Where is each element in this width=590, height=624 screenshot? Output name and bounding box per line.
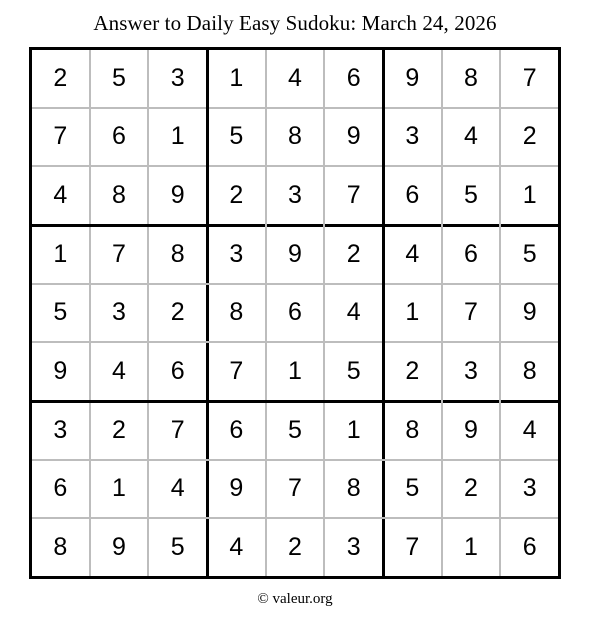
sudoku-cell: 8 xyxy=(464,63,478,92)
sudoku-cell: 9 xyxy=(346,122,361,151)
sudoku-cell: 7 xyxy=(405,533,420,562)
sudoku-cell: 7 xyxy=(288,474,302,503)
sudoku-cell: 3 xyxy=(229,239,244,268)
sudoku-cell: 4 xyxy=(288,63,302,92)
sudoku-cell: 7 xyxy=(346,181,361,210)
sudoku-cell: 8 xyxy=(112,181,126,210)
sudoku-cell: 6 xyxy=(170,357,185,386)
sudoku-cell: 5 xyxy=(464,181,478,210)
sudoku-cell: 7 xyxy=(53,122,68,151)
sudoku-cell: 6 xyxy=(112,122,126,151)
sudoku-cell: 7 xyxy=(522,63,537,92)
sudoku-cell: 4 xyxy=(346,298,361,327)
sudoku-cell: 1 xyxy=(464,533,478,562)
sudoku-cell: 9 xyxy=(288,239,302,268)
sudoku-board xyxy=(31,49,559,577)
sudoku-cell: 9 xyxy=(170,181,185,210)
sudoku-cell: 4 xyxy=(464,122,478,151)
sudoku-cell: 8 xyxy=(522,357,537,386)
sudoku-cell: 6 xyxy=(405,181,420,210)
sudoku-cell: 5 xyxy=(346,357,361,386)
sudoku-cell: 4 xyxy=(522,415,537,444)
sudoku-cell: 8 xyxy=(346,474,361,503)
sudoku-cell: 2 xyxy=(288,533,302,562)
sudoku-cell: 5 xyxy=(112,63,126,92)
sudoku-cell: 6 xyxy=(288,298,302,327)
sudoku-cell: 6 xyxy=(229,415,244,444)
sudoku-cell: 2 xyxy=(522,122,537,151)
sudoku-cell: 1 xyxy=(53,239,68,268)
sudoku-cell: 1 xyxy=(346,415,361,444)
sudoku-cell: 2 xyxy=(229,181,244,210)
sudoku-cell: 9 xyxy=(464,415,478,444)
sudoku-cell: 8 xyxy=(405,415,420,444)
sudoku-cell: 5 xyxy=(288,415,302,444)
sudoku-cell: 3 xyxy=(170,63,185,92)
sudoku-cell: 4 xyxy=(112,357,126,386)
sudoku-cell: 6 xyxy=(53,474,68,503)
sudoku-cell: 2 xyxy=(170,298,185,327)
sudoku-cell: 2 xyxy=(346,239,361,268)
sudoku-cell: 4 xyxy=(53,181,68,210)
sudoku-cell: 8 xyxy=(288,122,302,151)
sudoku-cell: 4 xyxy=(405,239,420,268)
sudoku-cell: 3 xyxy=(288,181,302,210)
sudoku-cell: 7 xyxy=(112,239,126,268)
sudoku-cell: 5 xyxy=(229,122,244,151)
sudoku-cell: 1 xyxy=(170,122,185,151)
sudoku-cell: 7 xyxy=(229,357,244,386)
sudoku-cell: 9 xyxy=(112,533,126,562)
sudoku-cell: 4 xyxy=(170,474,185,503)
sudoku-cell: 1 xyxy=(112,474,126,503)
sudoku-cell: 3 xyxy=(522,474,537,503)
sudoku-cell: 2 xyxy=(112,415,126,444)
sudoku-cell: 1 xyxy=(405,298,420,327)
sudoku-cell: 5 xyxy=(170,533,185,562)
sudoku-cell: 7 xyxy=(464,298,478,327)
copyright-footer: © valeur.org xyxy=(257,591,333,607)
page-title: Answer to Daily Easy Sudoku: March 24, 2026 xyxy=(93,11,497,35)
sudoku-cell: 7 xyxy=(170,415,185,444)
sudoku-cell: 9 xyxy=(229,474,244,503)
sudoku-cell: 5 xyxy=(405,474,420,503)
sudoku-cell: 6 xyxy=(346,63,361,92)
sudoku-cell: 2 xyxy=(405,357,420,386)
sudoku-cell: 3 xyxy=(464,357,478,386)
sudoku-cell: 4 xyxy=(229,533,244,562)
sudoku-cell: 1 xyxy=(522,181,537,210)
sudoku-cell: 9 xyxy=(53,357,68,386)
sudoku-cell: 8 xyxy=(170,239,185,268)
sudoku-cell: 6 xyxy=(464,239,478,268)
sudoku-cell: 3 xyxy=(405,122,420,151)
sudoku-cell: 6 xyxy=(522,533,537,562)
sudoku-cell: 5 xyxy=(522,239,537,268)
sudoku-cell: 8 xyxy=(53,533,68,562)
sudoku-cell: 1 xyxy=(288,357,302,386)
sudoku-cell: 9 xyxy=(405,63,420,92)
sudoku-cell: 3 xyxy=(53,415,68,444)
sudoku-cell: 1 xyxy=(229,63,244,92)
sudoku-cell: 2 xyxy=(53,63,68,92)
sudoku-cell: 3 xyxy=(346,533,361,562)
sudoku-cell: 3 xyxy=(112,298,126,327)
sudoku-cell: 9 xyxy=(522,298,537,327)
sudoku-cell: 5 xyxy=(53,298,68,327)
sudoku-cell: 2 xyxy=(464,474,478,503)
sudoku-cell: 8 xyxy=(229,298,244,327)
